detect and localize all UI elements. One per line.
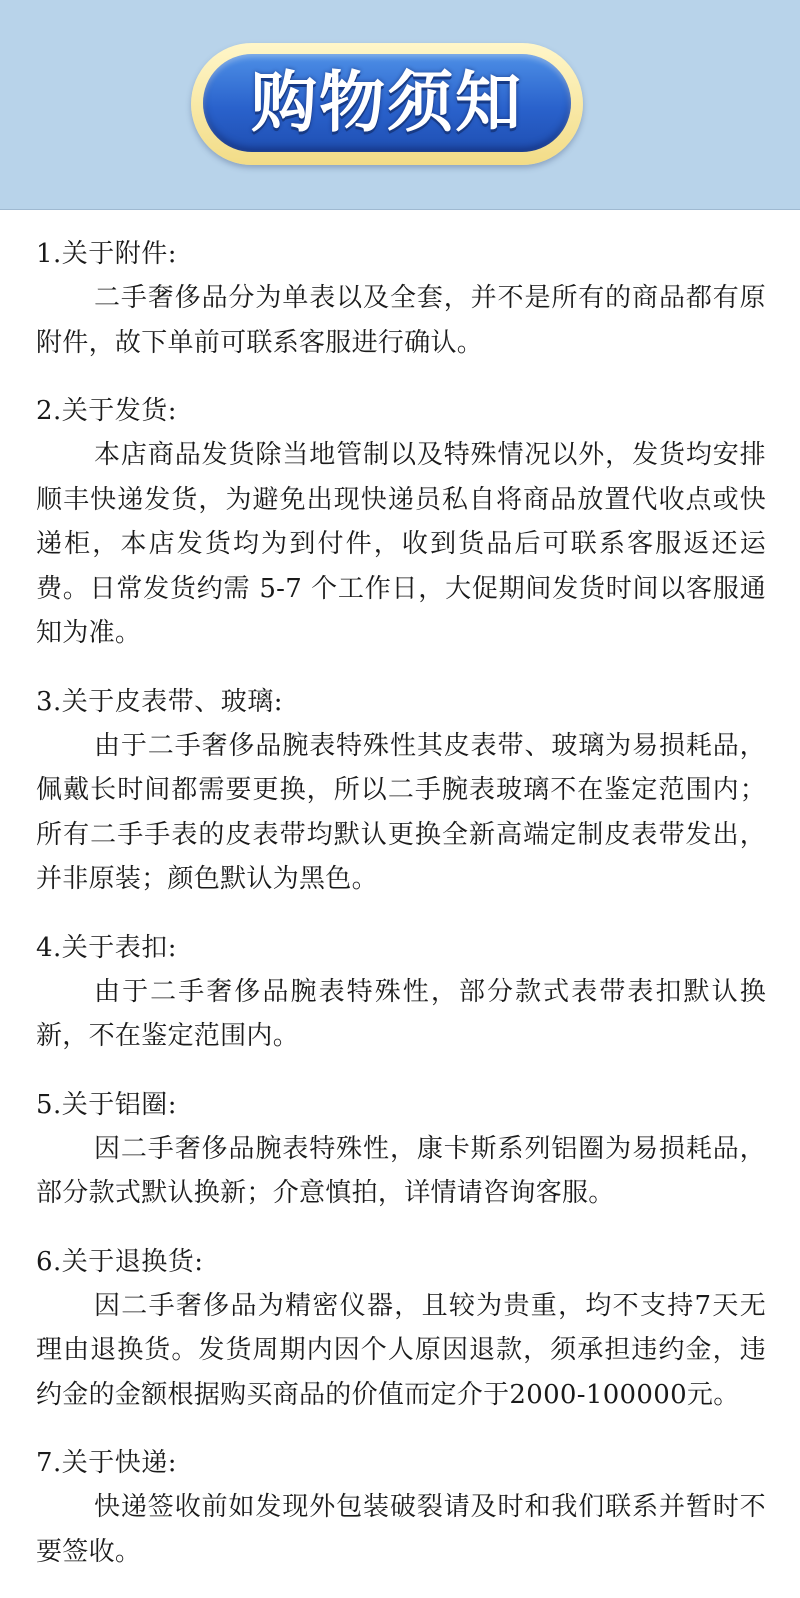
section-body: 由于二手奢侈品腕表特殊性，部分款式表带表扣默认换新，不在鉴定范围内。 [36,976,766,1051]
section-accessories [36,232,766,365]
section-strap-glass [36,680,766,902]
section-courier [36,1441,766,1574]
section-heading: 6.关于退换货: [36,1246,204,1277]
header-banner [0,0,800,210]
section-clasp [36,926,766,1059]
section-heading: 1.关于附件: [36,239,178,269]
section-heading: 3.关于皮表带、玻璃: [36,686,284,717]
page-title: 购物须知 [251,64,523,141]
section-body: 因二手奢侈品为精密仪器，且较为贵重，均不支持7天无理由退换货。发货周期内因个人原因退款，须承担违约金，违约金的金额根据购买商品的价值而定介于2000-100000元。 [36,1290,766,1410]
section-heading: 4.关于表扣: [36,932,178,963]
section-bezel [36,1083,766,1216]
title-badge-inner [203,54,571,152]
section-heading: 7.关于快递: [36,1448,178,1478]
title-badge [191,43,583,165]
section-body: 本店商品发货除当地管制以及特殊情况以外，发货均安排顺丰快递发货，为避免出现快递员私自将商品放置代收点或快递柜，本店发货均为到付件，收到货品后可联系客服返还运费。日常发货约需 5-7 个工作日，大促期间发货时间以客服通知为准。 [36,440,766,648]
section-body: 快递签收前如发现外包装破裂请及时和我们联系并暂时不要签收。 [36,1492,766,1567]
section-body: 因二手奢侈品腕表特殊性，康卡斯系列铝圈为易损耗品，部分款式默认换新；介意慎拍，详情请咨询客服。 [36,1133,766,1208]
section-returns [36,1240,766,1418]
section-body: 由于二手奢侈品腕表特殊性其皮表带、玻璃为易损耗品，佩戴长时间都需要更换，所以二手腕表玻璃不在鉴定范围内；所有二手手表的皮表带均默认更换全新高端定制皮表带发出，并非原装；颜色默认为黑色。 [36,730,766,894]
notice-content [0,232,800,1598]
section-heading: 2.关于发货: [36,396,178,426]
section-body: 二手奢侈品分为单表以及全套，并不是所有的商品都有原附件，故下单前可联系客服进行确认。 [36,283,766,358]
section-heading: 5.关于铝圈: [36,1089,178,1120]
section-shipping [36,389,766,656]
